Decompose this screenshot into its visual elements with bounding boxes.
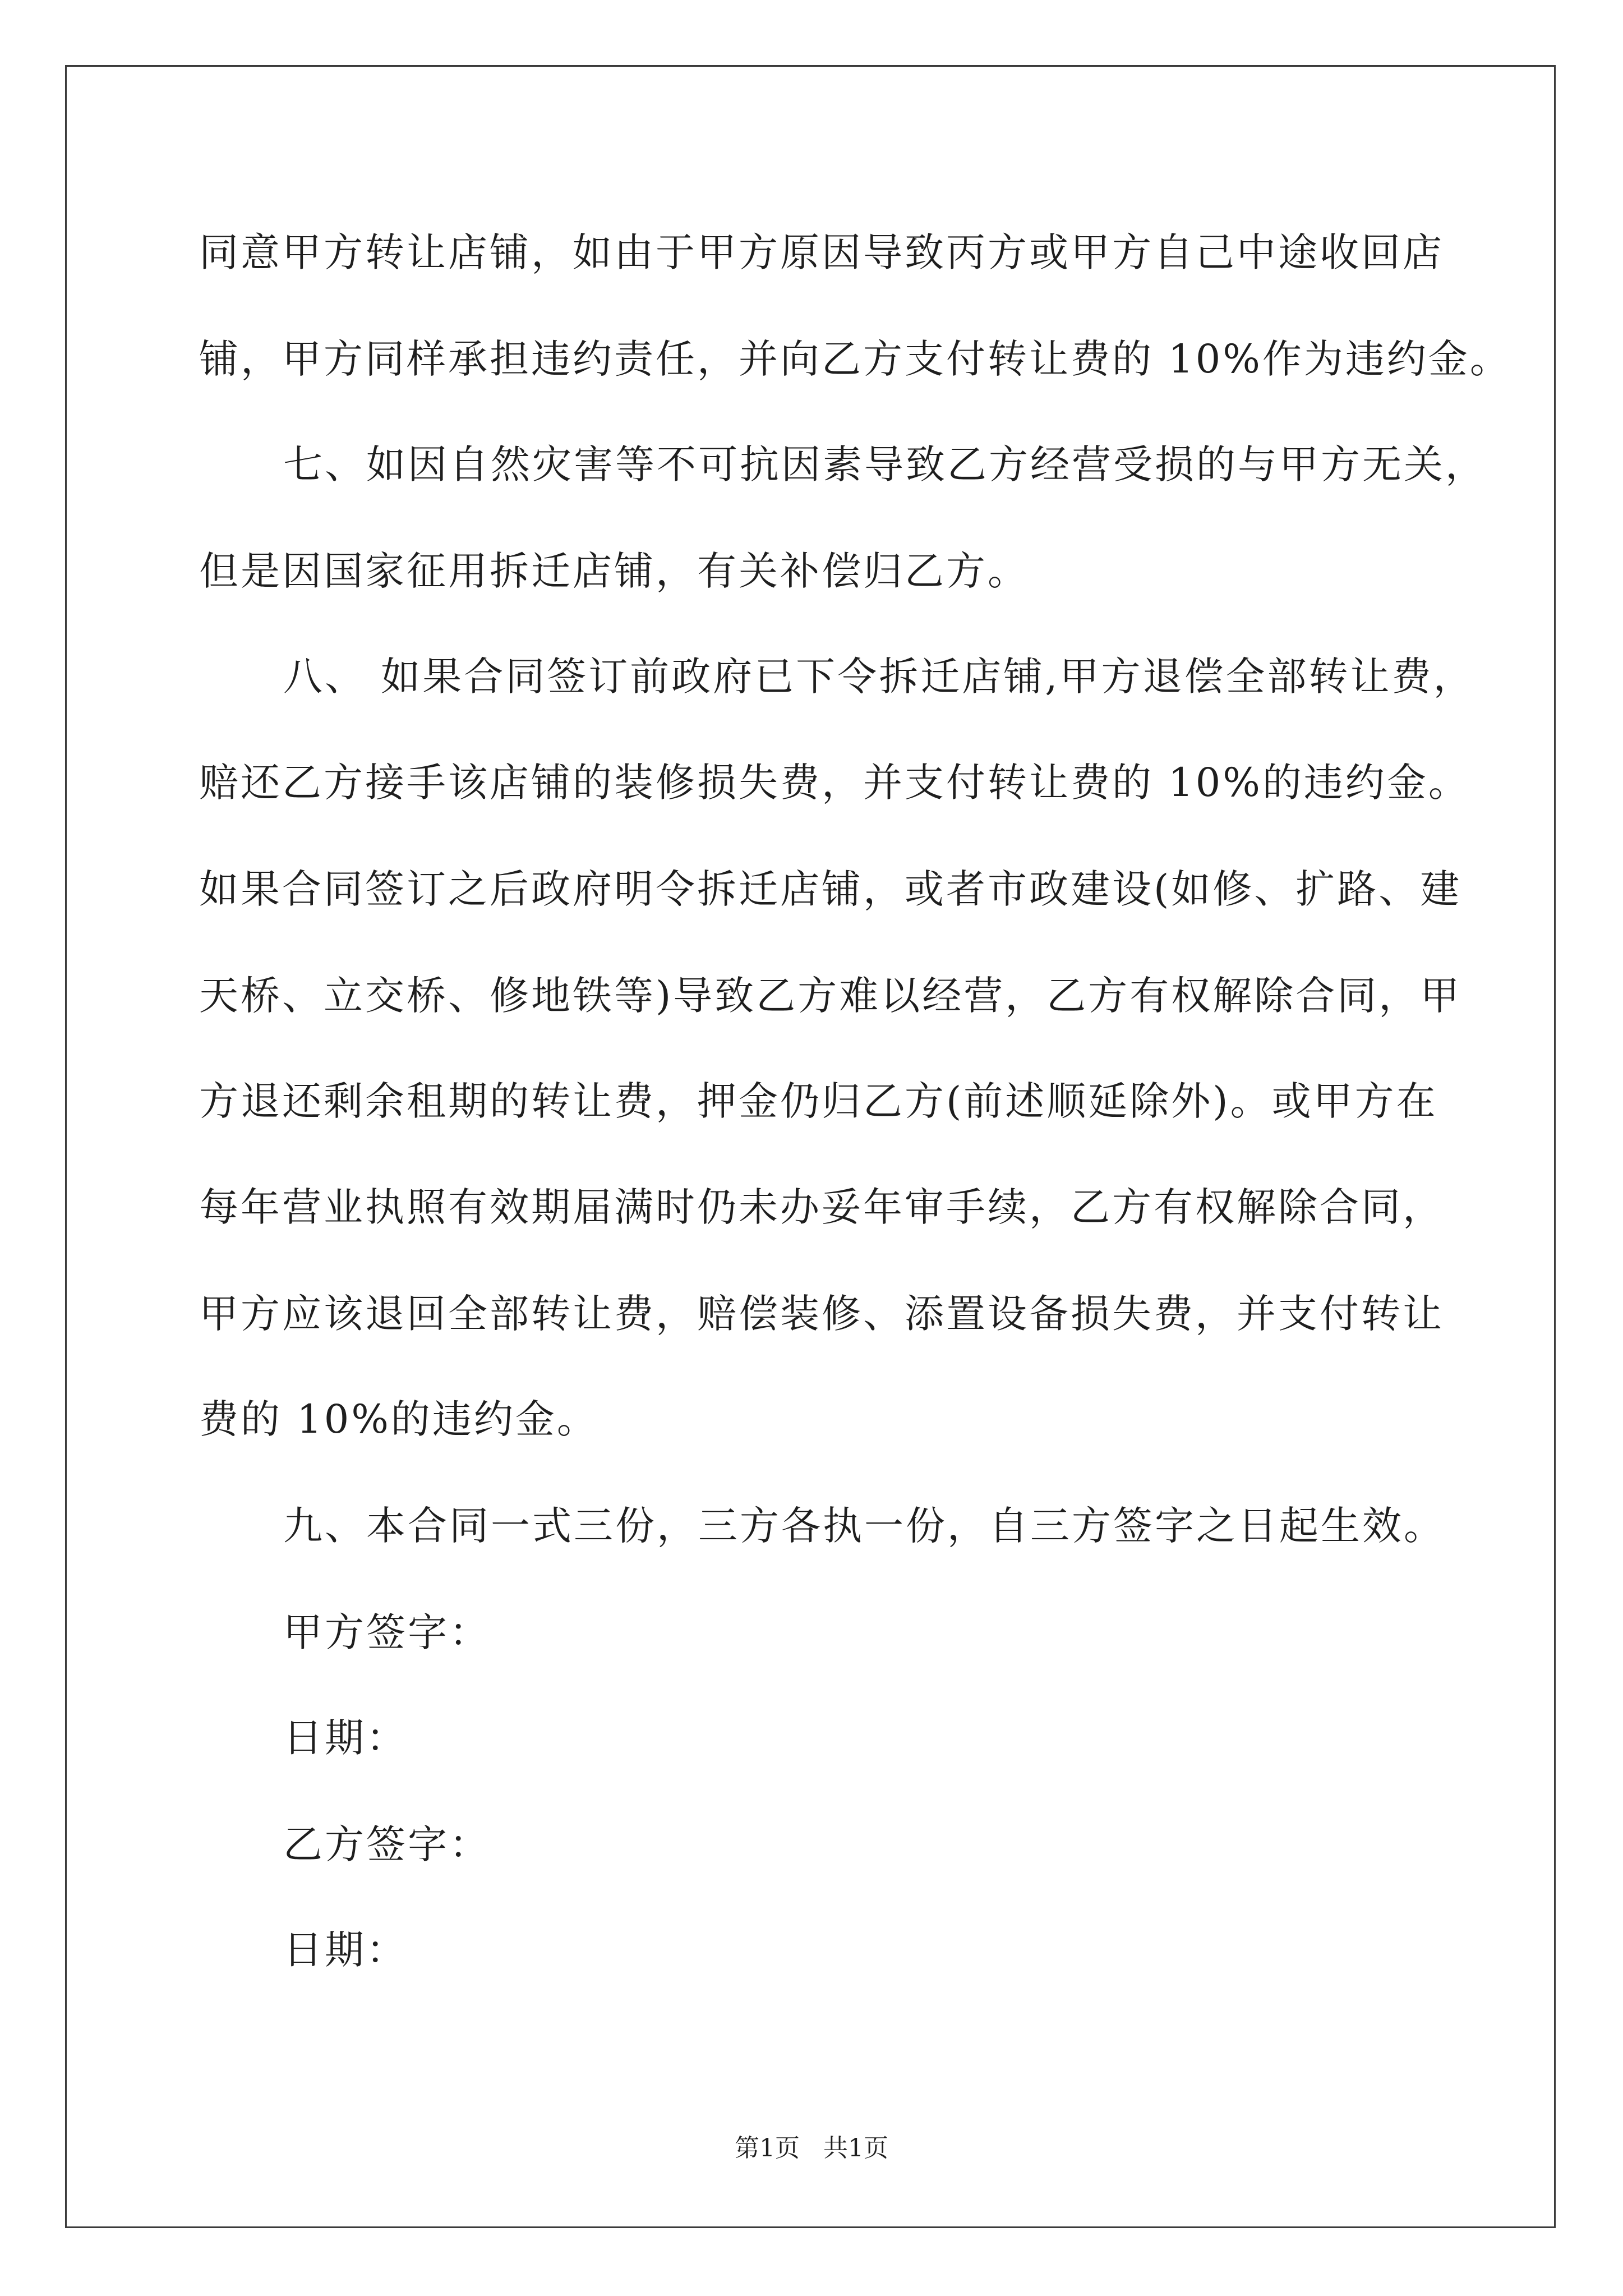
party-b-signature-label: 乙方签字：: [283, 1821, 491, 1867]
text-line: 七、如因自然灾害等不可抗因素导致乙方经营受损的与甲方无关，: [283, 441, 1487, 487]
text-line: 九、本合同一式三份，三方各执一份，自三方签字之日起生效。: [283, 1503, 1445, 1549]
text-line: 费的 10%的违约金。: [199, 1396, 598, 1442]
text-line: 铺，甲方同样承担违约责任，并向乙方支付转让费的 10%作为违约金。: [199, 336, 1511, 382]
text-line: 但是因国家征用拆迁店铺，有关补偿归乙方。: [199, 548, 1029, 594]
party-a-date-label: 日期：: [283, 1715, 408, 1761]
page-number: 第1页 共1页: [735, 2134, 888, 2162]
text-line: 如果合同签订之后政府明令拆迁店铺，或者市政建设(如修、扩路、建: [199, 866, 1462, 912]
party-b-date-label: 日期：: [283, 1927, 408, 1973]
party-a-signature-label: 甲方签字：: [283, 1609, 491, 1655]
page-border: [65, 65, 1556, 2228]
text-line: 甲方应该退回全部转让费，赔偿装修、添置设备损失费，并支付转让: [199, 1291, 1444, 1337]
text-line: 同意甲方转让店铺，如由于甲方原因导致丙方或甲方自己中途收回店: [199, 229, 1444, 275]
text-line: 天桥、立交桥、修地铁等)导致乙方难以经营，乙方有权解除合同，甲: [199, 973, 1462, 1019]
text-line: 方退还剩余租期的转让费，押金仍归乙方(前述顺延除外)。或甲方在: [199, 1078, 1438, 1124]
text-line: 八、 如果合同签订前政府已下令拆迁店铺,甲方退偿全部转让费，: [283, 654, 1475, 700]
text-line: 赔还乙方接手该店铺的装修损失费，并支付转让费的 10%的违约金。: [199, 760, 1470, 806]
text-line: 每年营业执照有效期届满时仍未办妥年审手续，乙方有权解除合同，: [199, 1184, 1444, 1230]
